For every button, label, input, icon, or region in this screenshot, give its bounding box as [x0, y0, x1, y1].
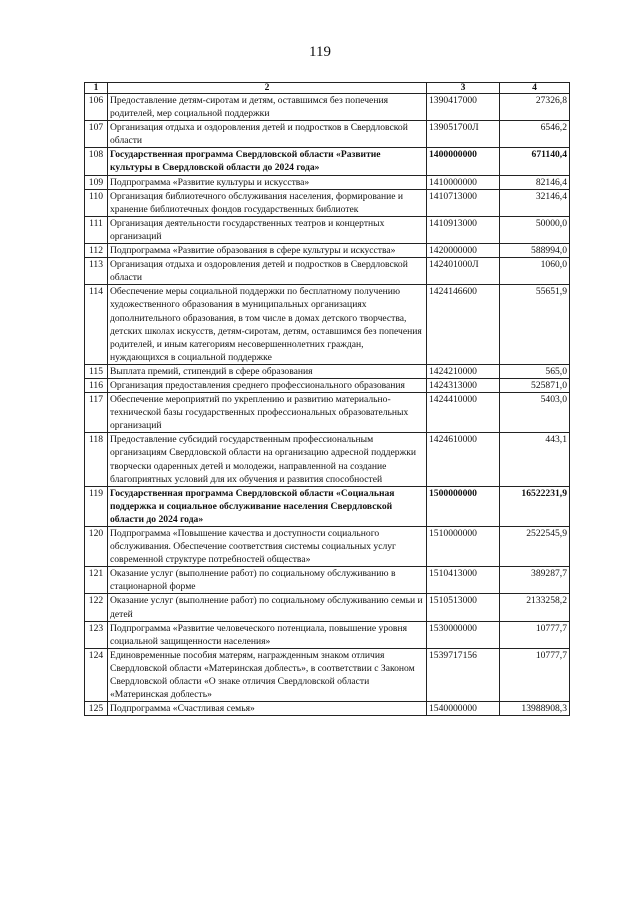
column-header-code: 3	[427, 83, 500, 94]
row-name: Подпрограмма «Повышение качества и доступности социального обслуживания. Обеспечение соответствия системы социальных услуг современной структуре потребностей общества»	[108, 527, 427, 567]
row-code: 1400000000	[427, 148, 500, 175]
row-name: Организация отдыха и оздоровления детей и подростков в Свердловской области	[108, 258, 427, 285]
row-name: Организация библиотечного обслуживания населения, формирование и хранение библиотечных фондов государственных библиотек	[108, 189, 427, 216]
row-number: 117	[85, 393, 108, 433]
row-code: 1539717156	[427, 648, 500, 701]
page-number: 119	[309, 44, 331, 60]
row-name: Подпрограмма «Развитие культуры и искусства»	[108, 175, 427, 189]
row-code: 1530000000	[427, 621, 500, 648]
table-row	[85, 189, 570, 216]
table-row	[85, 94, 570, 121]
row-number: 123	[85, 621, 108, 648]
row-number: 112	[85, 244, 108, 258]
row-sum: 13988908,3	[500, 702, 570, 716]
row-code: 1500000000	[427, 486, 500, 526]
row-sum: 389287,7	[500, 567, 570, 594]
table-row	[85, 433, 570, 486]
row-number: 111	[85, 216, 108, 243]
row-code: 1510413000	[427, 567, 500, 594]
row-sum: 32146,4	[500, 189, 570, 216]
table-row	[85, 148, 570, 175]
table-row	[85, 567, 570, 594]
budget-table	[84, 82, 570, 716]
row-name: Оказание услуг (выполнение работ) по социальному обслуживанию семьи и детей	[108, 594, 427, 621]
table-row	[85, 121, 570, 148]
table-row	[85, 648, 570, 701]
row-number: 109	[85, 175, 108, 189]
column-header-sum: 4	[500, 83, 570, 94]
row-sum: 671140,4	[500, 148, 570, 175]
row-sum: 443,1	[500, 433, 570, 486]
row-name: Единовременные пособия матерям, награжденным знаком отличия Свердловской области «Материнская доблесть», в соответствии с Законом Свердловской области «О знаке отличия Свердловской области «Материнская доблесть»	[108, 648, 427, 701]
row-code: 139051700Л	[427, 121, 500, 148]
table-row	[85, 216, 570, 243]
row-number: 110	[85, 189, 108, 216]
table-row	[85, 702, 570, 716]
row-name: Выплата премий, стипендий в сфере образования	[108, 364, 427, 378]
column-header-name: 2	[108, 83, 427, 94]
row-name: Обеспечение меры социальной поддержки по бесплатному получению художественного образования в муниципальных организациях дополнительного образования, в том числе в домах детского творчества, детских школах искусств, детям-сиротам, детям, оставшимся без попечения родителей, и иным категориям несовершеннолетних граждан, нуждающихся в социальной поддержке	[108, 285, 427, 365]
row-number: 114	[85, 285, 108, 365]
row-sum: 2133258,2	[500, 594, 570, 621]
row-sum: 50000,0	[500, 216, 570, 243]
row-number: 116	[85, 378, 108, 392]
row-name: Подпрограмма «Развитие образования в сфере культуры и искусства»	[108, 244, 427, 258]
row-sum: 5403,0	[500, 393, 570, 433]
row-sum: 525871,0	[500, 378, 570, 392]
row-code: 1424610000	[427, 433, 500, 486]
row-sum: 6546,2	[500, 121, 570, 148]
row-code: 1390417000	[427, 94, 500, 121]
row-name: Организация отдыха и оздоровления детей и подростков в Свердловской области	[108, 121, 427, 148]
row-name: Обеспечение мероприятий по укреплению и развитию материально-технической базы государственных профессиональных образовательных организаций	[108, 393, 427, 433]
row-number: 121	[85, 567, 108, 594]
table-row	[85, 393, 570, 433]
row-name: Оказание услуг (выполнение работ) по социальному обслуживанию в стационарной форме	[108, 567, 427, 594]
table-row	[85, 244, 570, 258]
row-sum: 10777,7	[500, 648, 570, 701]
row-sum: 588994,0	[500, 244, 570, 258]
row-number: 106	[85, 94, 108, 121]
column-header-number: 1	[85, 83, 108, 94]
row-sum: 82146,4	[500, 175, 570, 189]
row-number: 120	[85, 527, 108, 567]
row-number: 107	[85, 121, 108, 148]
row-name: Подпрограмма «Развитие человеческого потенциала, повышение уровня социальной защищенности населения»	[108, 621, 427, 648]
row-code: 1424210000	[427, 364, 500, 378]
row-name: Подпрограмма «Счастливая семья»	[108, 702, 427, 716]
row-number: 113	[85, 258, 108, 285]
row-code: 142401000Л	[427, 258, 500, 285]
row-code: 1510513000	[427, 594, 500, 621]
table-header-row	[85, 83, 570, 94]
row-name: Государственная программа Свердловской области «Развитие культуры в Свердловской области до 2024 года»	[108, 148, 427, 175]
table-row	[85, 378, 570, 392]
row-number: 118	[85, 433, 108, 486]
table-row	[85, 364, 570, 378]
row-code: 1510000000	[427, 527, 500, 567]
row-code: 1540000000	[427, 702, 500, 716]
row-number: 108	[85, 148, 108, 175]
row-number: 119	[85, 486, 108, 526]
row-name: Государственная программа Свердловской области «Социальная поддержка и социальное обслуживание населения Свердловской области до 2024 года»	[108, 486, 427, 526]
table-row	[85, 527, 570, 567]
row-name: Организация предоставления среднего профессионального образования	[108, 378, 427, 392]
row-number: 125	[85, 702, 108, 716]
row-number: 122	[85, 594, 108, 621]
row-name: Предоставление детям-сиротам и детям, оставшимся без попечения родителей, мер социальной поддержки	[108, 94, 427, 121]
table-row	[85, 594, 570, 621]
row-number: 124	[85, 648, 108, 701]
row-sum: 55651,9	[500, 285, 570, 365]
row-code: 1424313000	[427, 378, 500, 392]
table-row	[85, 175, 570, 189]
table-row	[85, 285, 570, 365]
table-row	[85, 486, 570, 526]
row-code: 1424410000	[427, 393, 500, 433]
row-code: 1410913000	[427, 216, 500, 243]
table-row	[85, 621, 570, 648]
row-sum: 16522231,9	[500, 486, 570, 526]
row-number: 115	[85, 364, 108, 378]
row-code: 1420000000	[427, 244, 500, 258]
table-row	[85, 258, 570, 285]
row-name: Организация деятельности государственных театров и концертных организаций	[108, 216, 427, 243]
row-sum: 27326,8	[500, 94, 570, 121]
row-sum: 1060,0	[500, 258, 570, 285]
row-sum: 2522545,9	[500, 527, 570, 567]
row-name: Предоставление субсидий государственным профессиональным организациям Свердловской области на организацию адресной поддержки творчески одаренных детей и молодежи, направленной на создание благоприятных условий для их обучения и развития способностей	[108, 433, 427, 486]
row-sum: 10777,7	[500, 621, 570, 648]
row-code: 1410000000	[427, 175, 500, 189]
row-code: 1424146600	[427, 285, 500, 365]
row-code: 1410713000	[427, 189, 500, 216]
row-sum: 565,0	[500, 364, 570, 378]
